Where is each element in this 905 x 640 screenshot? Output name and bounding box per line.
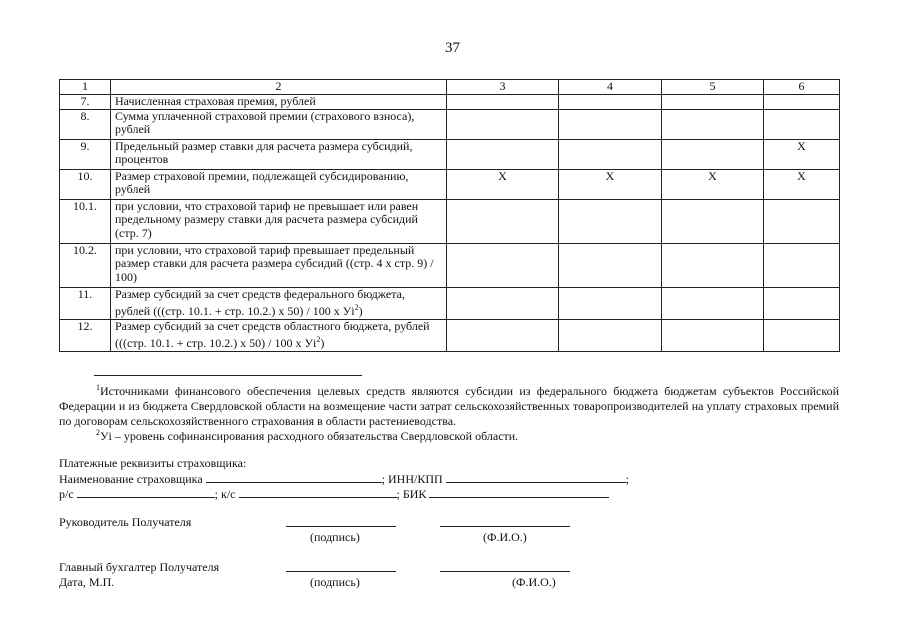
table-row <box>60 109 840 139</box>
cell-col4 <box>559 287 662 319</box>
cell-col5 <box>662 199 764 243</box>
table-row <box>60 287 840 319</box>
header-cell: 4 <box>559 80 662 95</box>
cell-col5: X <box>662 169 764 199</box>
inn-kpp-label: ; ИНН/КПП <box>381 472 443 486</box>
cell-col3: X <box>447 169 559 199</box>
cell-col5 <box>662 109 764 139</box>
cell-col5 <box>662 243 764 287</box>
cell-col3 <box>447 319 559 351</box>
table-row <box>60 243 840 287</box>
signature-caption: (подпись) <box>310 530 360 544</box>
rs-field[interactable] <box>77 486 215 498</box>
subsidy-table <box>59 79 840 352</box>
row-number: 9. <box>60 139 111 169</box>
cell-col5 <box>662 287 764 319</box>
cell-col5 <box>662 94 764 109</box>
cell-col6 <box>764 243 840 287</box>
table-row <box>60 199 840 243</box>
signature-caption-2: (подпись) <box>310 575 360 589</box>
cell-col5 <box>662 319 764 351</box>
footnote-separator <box>94 375 362 376</box>
accountant-signature-field[interactable] <box>286 571 396 572</box>
cell-col4 <box>559 319 662 351</box>
table-row <box>60 94 840 109</box>
bik-label: ; БИК <box>396 487 427 501</box>
header-cell: 3 <box>447 80 559 95</box>
cell-col5 <box>662 139 764 169</box>
footnote-2 <box>59 425 839 444</box>
footnote-1 <box>59 380 839 429</box>
footnote-2-text: Уi – уровень софинансирования расходного обязательства Свердловской области. <box>100 429 519 443</box>
cell-col3 <box>447 243 559 287</box>
header-cell: 5 <box>662 80 764 95</box>
insurer-name-line: Наименование страховщика ; ИНН/КПП ; <box>59 472 630 486</box>
cell-col4 <box>559 199 662 243</box>
bik-field[interactable] <box>429 486 609 498</box>
cell-col4 <box>559 94 662 109</box>
row-number: 10.1. <box>60 199 111 243</box>
row-text: Размер субсидий за счет средств федерального бюджета, рублей (((стр. 10.1. + стр. 10.2.) x 50) / 100 x $Уi^2$) <box>111 287 447 319</box>
header-cell: 6 <box>764 80 840 95</box>
row-text: при условии, что страховой тариф превышает предельный размер ставки для расчета размера субсидий ((стр. 4 x стр. 9) / 100) <box>111 243 447 287</box>
insurer-name-field[interactable] <box>206 471 382 483</box>
head-label: Руководитель Получателя <box>59 515 192 529</box>
footnote-2-mark: 2 <box>96 428 100 437</box>
date-label: Дата, М.П. <box>59 575 115 589</box>
cell-col3 <box>447 109 559 139</box>
cell-col6 <box>764 199 840 243</box>
row-number: 10. <box>60 169 111 199</box>
header-cell: 2 <box>111 80 447 95</box>
cell-col6: X <box>764 139 840 169</box>
inn-kpp-field[interactable] <box>446 471 626 483</box>
table-header-row <box>60 80 840 95</box>
fio-caption: (Ф.И.О.) <box>483 530 527 544</box>
requisites-heading: Платежные реквизиты страховщика: <box>59 456 247 470</box>
cell-col6 <box>764 287 840 319</box>
row-number: 10.2. <box>60 243 111 287</box>
rs-label: р/с <box>59 487 74 501</box>
row-number: 8. <box>60 109 111 139</box>
row-text: Сумма уплаченной страховой премии (страхового взноса), рублей <box>111 109 447 139</box>
ks-field[interactable] <box>239 486 397 498</box>
table-row <box>60 139 840 169</box>
cell-col4 <box>559 139 662 169</box>
account-line <box>59 486 609 502</box>
ks-label: ; к/с <box>214 487 236 501</box>
insurer-name-label: Наименование страховщика <box>59 472 203 486</box>
cell-col4 <box>559 109 662 139</box>
row-number: 12. <box>60 319 111 351</box>
head-fio-field[interactable] <box>440 526 570 527</box>
cell-col6 <box>764 109 840 139</box>
row-text: Начисленная страховая премия, рублей <box>111 94 447 109</box>
cell-col4: X <box>559 169 662 199</box>
accountant-fio-field[interactable] <box>440 571 570 572</box>
row-text: при условии, что страховой тариф не превышает или равен предельному размеру ставки для расчета размера субсидий (стр. 7) <box>111 199 447 243</box>
row-text: Размер субсидий за счет средств областного бюджета, рублей (((стр. 10.1. + стр. 10.2.) x 50) / 100 x $Уi^2$) <box>111 319 447 351</box>
row-number: 11. <box>60 287 111 319</box>
cell-col6 <box>764 319 840 351</box>
cell-col3 <box>447 94 559 109</box>
cell-col3 <box>447 199 559 243</box>
footnote-1-mark: 1 <box>96 383 100 392</box>
head-signature-field[interactable] <box>286 526 396 527</box>
row-number: 7. <box>60 94 111 109</box>
cell-col3 <box>447 287 559 319</box>
row-text: Предельный размер ставки для расчета размера субсидий, процентов <box>111 139 447 169</box>
footnote-1-text: Источниками финансового обеспечения целевых средств являются субсидии из федерального бюджета бюджетам субъектов Российской Федерации и из бюджета Свердловской области на возмещение части затрат сельскохозяйственных товаропроизводителей на уплату страховых премий по договорам сельскохозяйственного страхования в области растениеводства. <box>59 384 839 428</box>
page-number: 37 <box>445 40 460 56</box>
cell-col6: X <box>764 169 840 199</box>
cell-col3 <box>447 139 559 169</box>
header-cell: 1 <box>60 80 111 95</box>
chief-accountant-label: Главный бухгалтер Получателя <box>59 560 220 574</box>
cell-col4 <box>559 243 662 287</box>
row-text: Размер страховой премии, подлежащей субсидированию, рублей <box>111 169 447 199</box>
fio-caption-2: (Ф.И.О.) <box>512 575 556 589</box>
table-row <box>60 169 840 199</box>
table-row <box>60 319 840 351</box>
cell-col6 <box>764 94 840 109</box>
